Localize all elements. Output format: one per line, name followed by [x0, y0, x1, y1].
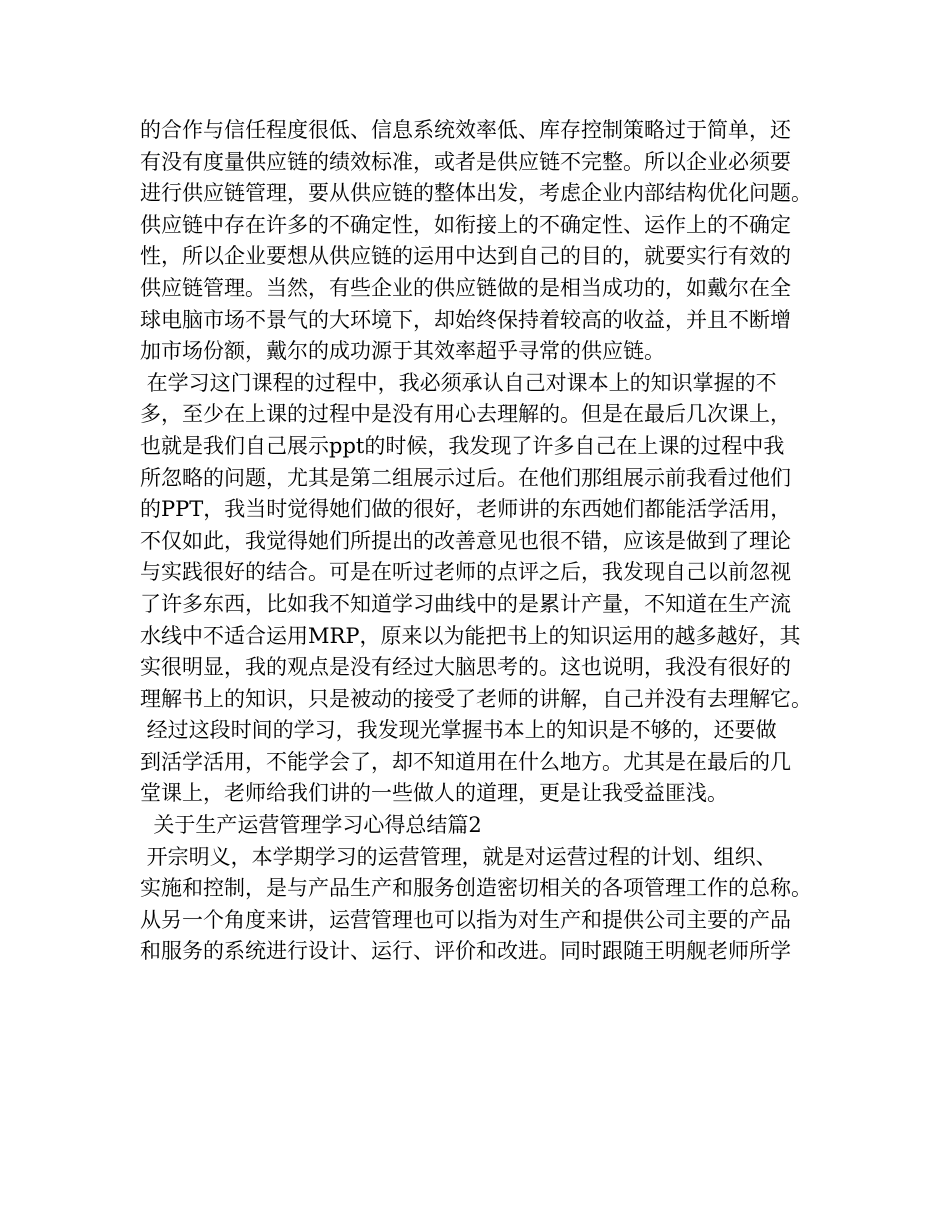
text-line: 从另一个角度来讲，运营管理也可以指为对生产和提供公司主要的产品 — [140, 907, 791, 932]
section-heading: 关于生产运营管理学习心得总结篇2 — [140, 813, 482, 838]
text-line: 堂课上，老师给我们讲的一些做人的道理，更是让我受益匪浅。 — [140, 781, 728, 806]
text-line: 到活学活用，不能学会了，却不知道用在什么地方。尤其是在最后的几 — [140, 749, 791, 774]
text-line: 进行供应链管理，要从供应链的整体出发，考虑企业内部结构优化问题。 — [140, 181, 812, 206]
text-line: 与实践很好的结合。可是在听过老师的点评之后，我发现自己以前忽视 — [140, 560, 791, 585]
text-line: 开宗明义，本学期学习的运营管理，就是对运营过程的计划、组织、 — [140, 844, 777, 869]
document-body — [140, 115, 840, 968]
text-line: 不仅如此，我觉得她们所提出的改善意见也很不错，应该是做到了理论 — [140, 528, 791, 553]
text-line: 经过这段时间的学习，我发现光掌握书本上的知识是不够的，还要做 — [140, 718, 777, 743]
text-line: 加市场份额，戴尔的成功源于其效率超乎寻常的供应链。 — [140, 339, 665, 364]
text-line: 多，至少在上课的过程中是没有用心去理解的。但是在最后几次课上， — [140, 402, 791, 427]
text-line: 实施和控制，是与产品生产和服务创造密切相关的各项管理工作的总称。 — [140, 876, 812, 901]
text-line: 也就是我们自己展示ppt的时候，我发现了许多自己在上课的过程中我 — [140, 433, 785, 458]
text-line: 球电脑市场不景气的大环境下，却始终保持着较高的收益，并且不断增 — [140, 307, 791, 332]
text-line: 的合作与信任程度很低、信息系统效率低、库存控制策略过于简单，还 — [140, 118, 791, 142]
text-line: 实很明显，我的观点是没有经过大脑思考的。这也说明，我没有很好的 — [140, 655, 791, 680]
text-line: 理解书上的知识，只是被动的接受了老师的讲解，自己并没有去理解它。 — [140, 686, 812, 711]
text-line: 的PPT，我当时觉得她们做的很好，老师讲的东西她们都能活学活用， — [140, 497, 792, 522]
text-line: 水线中不适合运用MRP，原来以为能把书上的知识运用的越多越好，其 — [140, 623, 801, 648]
text-line: 所忽略的问题，尤其是第二组展示过后。在他们那组展示前我看过他们 — [140, 465, 791, 490]
text-line: 供应链中存在许多的不确定性，如衔接上的不确定性、运作上的不确定 — [140, 212, 791, 237]
text-line: 有没有度量供应链的绩效标准，或者是供应链不完整。所以企业必须要 — [140, 149, 791, 174]
text-line: 供应链管理。当然，有些企业的供应链做的是相当成功的，如戴尔在全 — [140, 275, 791, 300]
text-line: 在学习这门课程的过程中，我必须承认自己对课本上的知识掌握的不 — [140, 370, 777, 395]
text-line: 性，所以企业要想从供应链的运用中达到自己的目的，就要实行有效的 — [140, 244, 791, 269]
text-line: 和服务的系统进行设计、运行、评价和改进。同时跟随王明舰老师所学 — [140, 939, 791, 964]
text-line: 了许多东西，比如我不知道学习曲线中的是累计产量，不知道在生产流 — [140, 591, 791, 616]
